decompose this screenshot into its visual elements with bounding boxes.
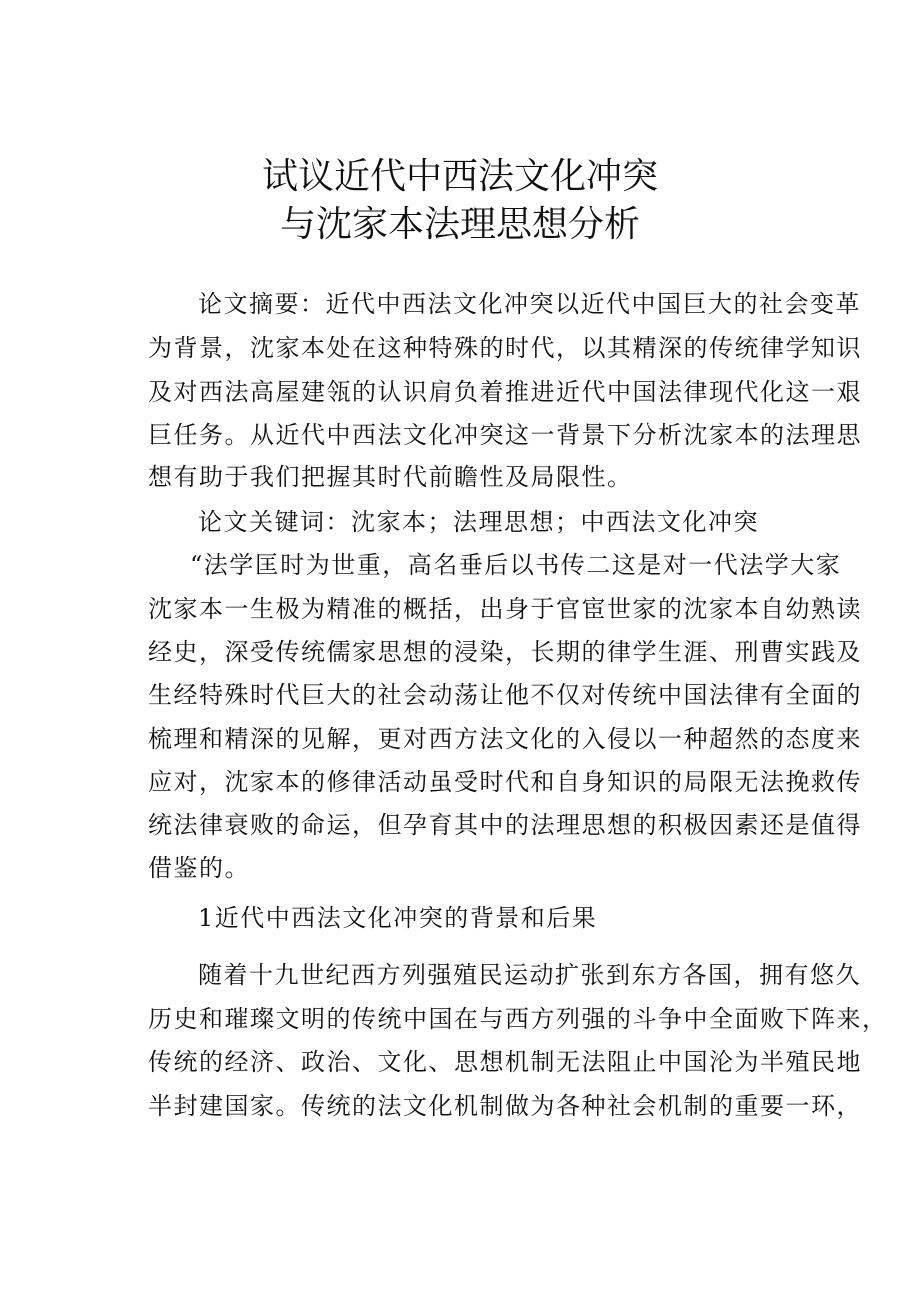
intro-line: “法学匡时为世重，高名垂后以书传二这是对一代法学大家 xyxy=(190,551,842,579)
abstract-line: 巨任务。从近代中西法文化冲突这一背景下分析沈家本的法理思 xyxy=(148,421,862,449)
intro-line: 应对，沈家本的修律活动虽受时代和自身知识的局限无法挽救传 xyxy=(148,768,862,796)
keywords-line: 论文关键词：沈家本；法理思想；中西法文化冲突 xyxy=(198,508,759,536)
section-body-line: 传统的经济、政治、文化、思想机制无法阻止中国沦为半殖民地 xyxy=(148,1048,862,1076)
intro-line: 梳理和精深的见解，更对西方法文化的入侵以一种超然的态度来 xyxy=(148,725,862,753)
section-body-line: 半封建国家。传统的法文化机制做为各种社会机制的重要一环， xyxy=(148,1092,862,1120)
section-body-line: 历史和璀璨文明的传统中国在与西方列强的斗争中全面败下阵来， xyxy=(148,1005,888,1033)
intro-line: 借鉴的。 xyxy=(148,854,250,882)
section-heading: 1近代中西法文化冲突的背景和后果 xyxy=(198,904,598,932)
document-title-line-1: 试议近代中西法文化冲突 xyxy=(261,156,658,197)
abstract-line: 及对西法高屋建瓴的认识肩负着推进近代中国法律现代化这一艰 xyxy=(148,378,862,406)
abstract-line: 论文摘要：近代中西法文化冲突以近代中国巨大的社会变革 xyxy=(198,290,861,318)
intro-line: 经史，深受传统儒家思想的浸染，长期的律学生涯、刑曹实践及 xyxy=(148,638,862,666)
abstract-line: 想有助于我们把握其时代前瞻性及局限性。 xyxy=(148,463,633,491)
intro-line: 沈家本一生极为精准的概括，出身于官宦世家的沈家本自幼熟读 xyxy=(148,595,862,623)
intro-line: 生经特殊时代巨大的社会动荡让他不仅对传统中国法律有全面的 xyxy=(148,681,862,709)
intro-line: 统法律衰败的命运，但孕育其中的法理思想的积极因素还是值得 xyxy=(148,811,862,839)
section-body-line: 随着十九世纪西方列强殖民运动扩张到东方各国，拥有悠久 xyxy=(198,961,861,989)
abstract-line: 为背景，沈家本处在这种特殊的时代，以其精深的传统律学知识 xyxy=(148,334,862,362)
document-title-line-2: 与沈家本法理思想分析 xyxy=(279,204,640,245)
